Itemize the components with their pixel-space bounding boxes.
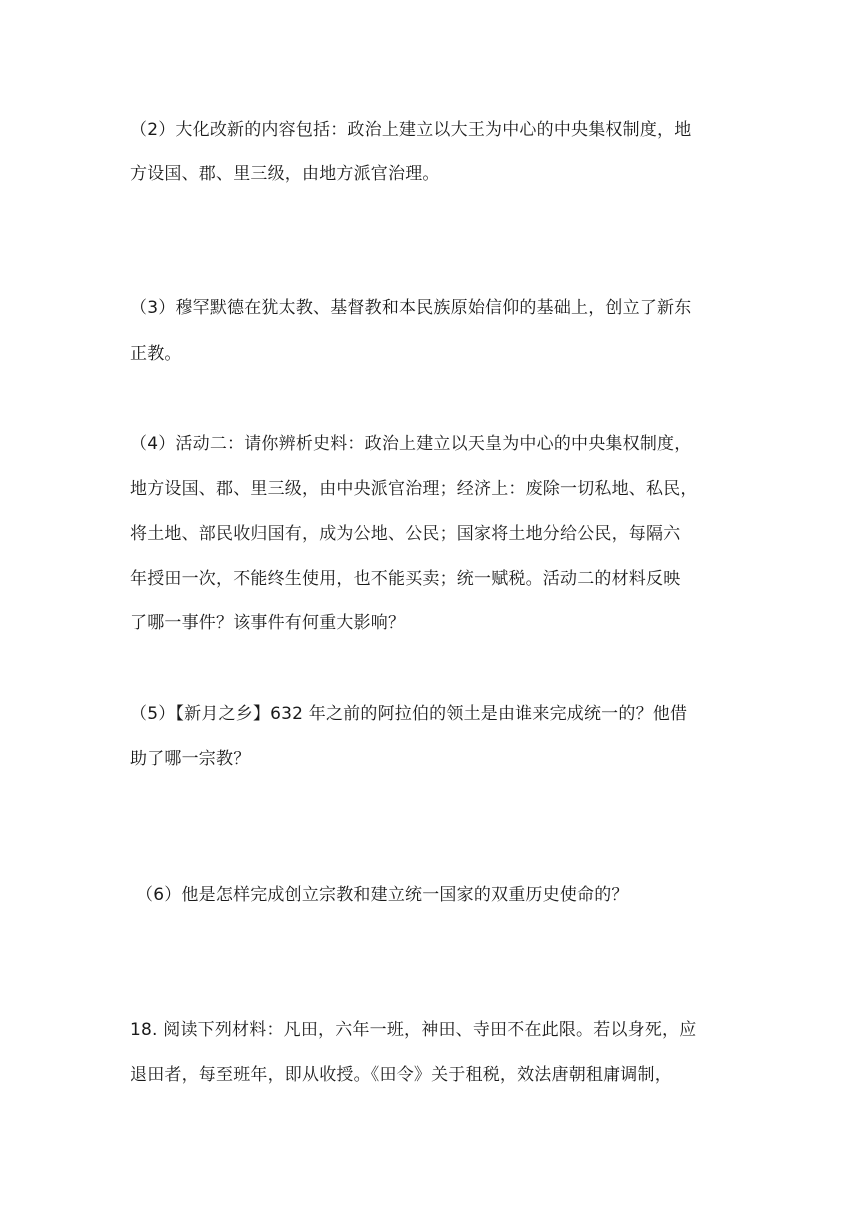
question-2-line-2: 方设国、郡、里三级，由地方派官治理。 — [130, 164, 440, 184]
question-18-line-2: 退田者，每至班年，即从收授。《田令》关于租税，效法唐朝租庸调制， — [130, 1065, 672, 1085]
question-18-line-1: 18. 阅读下列材料：凡田，六年一班，神田、寺田不在此限。若以身死，应 — [130, 1020, 697, 1040]
question-2-line-1: （2）大化改新的内容包括：政治上建立以大王为中心的中央集权制度，地 — [130, 120, 692, 140]
question-3-line-2: 正教。 — [130, 344, 182, 364]
question-4-line-4: 年授田一次，不能终生使用，也不能买卖；统一赋税。活动二的材料反映 — [130, 569, 681, 589]
question-5-line-1: （5）【新月之乡】632 年之前的阿拉伯的领土是由谁来完成统一的？他借 — [130, 704, 688, 724]
question-4-line-1: （4）活动二：请你辨析史料：政治上建立以天皇为中心的中央集权制度， — [130, 434, 692, 454]
question-5-line-2: 助了哪一宗教？ — [130, 749, 251, 769]
question-4-line-2: 地方设国、郡、里三级，由中央派官治理；经济上：废除一切私地、私民， — [130, 479, 698, 499]
question-4-line-3: 将土地、部民收归国有，成为公地、公民；国家将土地分给公民，每隔六 — [130, 524, 681, 544]
question-3-line-1: （3）穆罕默德在犹太教、基督教和本民族原始信仰的基础上，创立了新东 — [130, 298, 692, 318]
question-4-line-5: 了哪一事件？该事件有何重大影响？ — [130, 613, 406, 633]
question-6-line-1: （6）他是怎样完成创立宗教和建立统一国家的双重历史使命的？ — [136, 885, 629, 905]
